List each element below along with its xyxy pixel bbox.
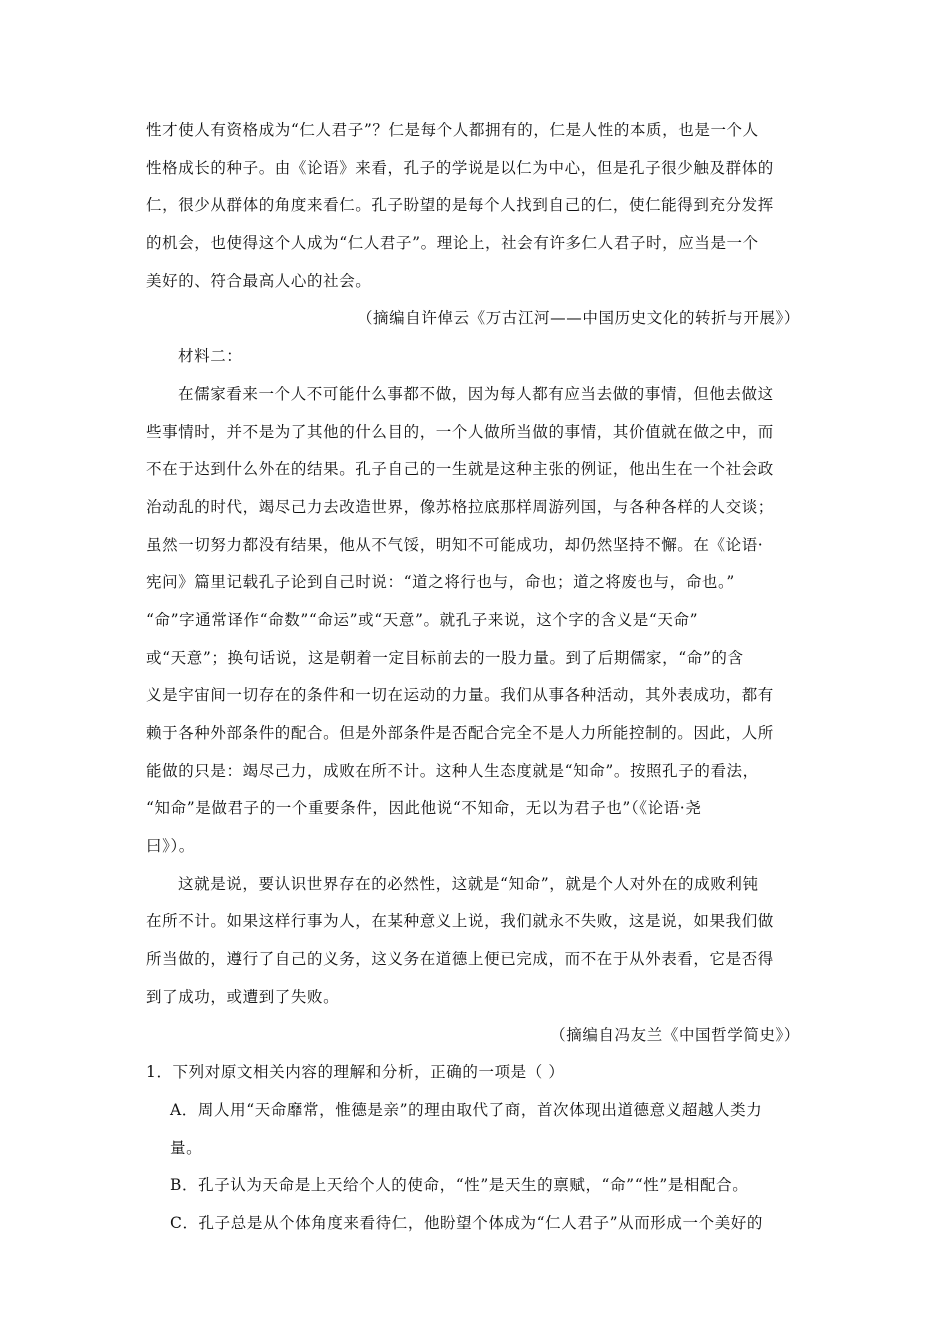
passage2-heading: 材料二： <box>178 347 243 366</box>
passage2-line: 治动乱的时代，竭尽己力去改造世界，像苏格拉底那样周游列国，与各种各样的人交谈； <box>146 497 774 516</box>
passage2-line: 义是宇宙间一切存在的条件和一切在运动的力量。我们从事各种活动，其外表成功，都有 <box>146 686 774 705</box>
passage2-line: 宪问》篇里记载孔子论到自己时说：“道之将行也与，命也；道之将废也与，命也。” <box>146 573 735 592</box>
passage2-line: 能做的只是：竭尽己力，成败在所不计。这种人生态度就是“知命”。按照孔子的看法， <box>146 761 759 780</box>
passage2-line: “命”字通常译作“命数”“命运”或“天意”。就孔子来说，这个字的含义是“天命” <box>146 610 699 629</box>
passage2-line: 赖于各种外部条件的配合。但是外部条件是否配合完全不是人力所能控制的。因此，人所 <box>146 724 774 742</box>
option-a[interactable]: A．周人用“天命靡常，惟德是亲”的理由取代了商，首次体现出道德意义超越人类力 <box>170 1100 763 1119</box>
passage2-paragraph2 <box>146 866 810 1017</box>
passage2-line: 到了成功，或遭到了失败。 <box>146 987 340 1006</box>
option-c[interactable]: C．孔子总是从个体角度来看待仁，他盼望个体成为“仁人君子”从而形成一个美好的 <box>170 1213 764 1232</box>
passage1-line: 美好的、符合最高人心的社会。 <box>146 271 372 290</box>
question-1 <box>146 1054 810 1242</box>
passage2-line: 不在于达到什么外在的结果。孔子自己的一生就是这种主张的例证，他出生在一个社会政 <box>146 460 774 479</box>
passage1-text <box>146 112 810 300</box>
passage2-paragraph1 <box>146 376 810 866</box>
passage2-line: “知命”是做君子的一个重要条件，因此他说“不知命，无以为君子也”（《论语·尧 <box>146 799 702 818</box>
passage2-line: 或“天意”；换句话说，这是朝着一定目标前去的一股力量。到了后期儒家，“命”的含 <box>146 648 744 667</box>
passage2-line: 所当做的，遵行了自己的义务，这义务在道德上便已完成，而不在于从外表看，它是否得 <box>146 950 774 969</box>
passage1-line: 性格成长的种子。由《论语》来看，孔子的学说是以仁为中心，但是孔子很少触及群体的 <box>146 158 774 177</box>
passage2-line: 在所不计。如果这样行事为人，在某种意义上说，我们就永不失败，这是说，如果我们做 <box>146 912 774 931</box>
passage2-source: （摘编自冯友兰《中国哲学简史》） <box>550 1025 800 1044</box>
passage2-line: 些事情时，并不是为了其他的什么目的，一个人做所当做的事情，其价值就在做之中，而 <box>146 422 774 441</box>
passage2-line: 曰》）。 <box>146 837 195 856</box>
document-page <box>146 112 810 1243</box>
passage2-line: 这就是说，要认识世界存在的必然性，这就是“知命”，就是个人对外在的成败利钝 <box>178 874 759 893</box>
option-b[interactable]: B．孔子认为天命是上天给个人的使命，“性”是天生的禀赋，“命”“性”是相配合。 <box>170 1176 749 1195</box>
passage1-line: 性才使人有资格成为“仁人君子”？仁是每个人都拥有的，仁是人性的本质，也是一个人 <box>146 121 759 139</box>
passage1-line: 仁，很少从群体的角度来看仁。孔子盼望的是每个人找到自己的仁，使仁能得到充分发挥 <box>146 196 774 215</box>
passage1-source: （摘编自许倬云《万古江河——中国历史文化的转折与开展》） <box>356 309 800 328</box>
passage1-line: 的机会，也使得这个人成为“仁人君子”。理论上，社会有许多仁人君子时，应当是一个 <box>146 234 759 253</box>
option-a-continued[interactable]: 量。 <box>170 1138 203 1157</box>
passage2-line: 在儒家看来一个人不可能什么事都不做，因为每人都有应当去做的事情，但他去做这 <box>178 384 774 403</box>
question-stem: 1．下列对原文相关内容的理解和分析，正确的一项是（ ） <box>146 1063 565 1082</box>
passage2-line: 虽然一切努力都没有结果，他从不气馁，明知不可能成功，却仍然坚持不懈。在《论语· <box>146 535 764 554</box>
